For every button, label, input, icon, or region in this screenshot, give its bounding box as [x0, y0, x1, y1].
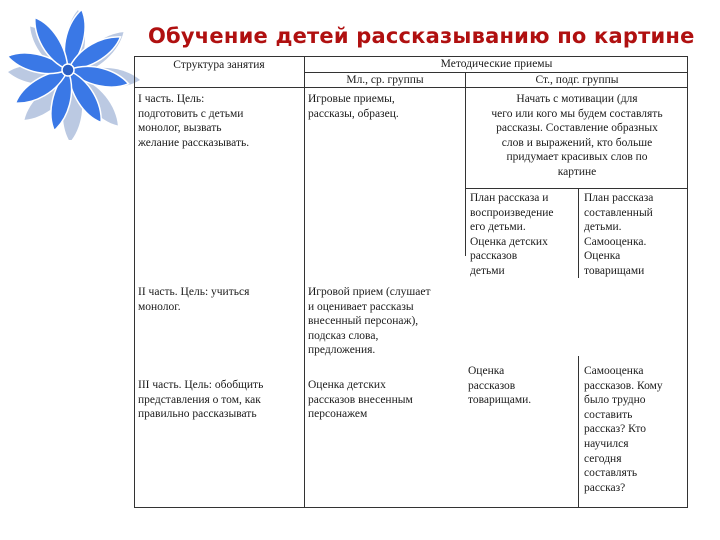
- table-border-bottom: [134, 507, 688, 508]
- part2-junior-methods: Игровой прием (слушает и оценивает рассказы внесенный персонаж), подсказ слова, предложения.: [308, 286, 431, 357]
- column-divider-structure: [304, 56, 305, 508]
- senior-subcolumn-divider-bottom: [578, 356, 579, 508]
- senior-subcolumn-divider-top: [578, 188, 579, 278]
- header-junior-groups: Мл., ср. группы: [346, 74, 424, 86]
- senior-split-divider: [466, 188, 688, 189]
- methods-table: [134, 56, 688, 508]
- part3-senior-right: Самооценка рассказов. Кому было трудно составить рассказ? Кто научился сегодня составлять рассказ?: [584, 365, 663, 494]
- part1-structure: I часть. Цель: подготовить с детьми монолог, вызвать желание рассказывать.: [138, 93, 250, 149]
- header-structure: Структура занятия: [173, 59, 265, 71]
- page-title: Обучение детей рассказыванию по картине: [148, 24, 695, 48]
- header-methods: Методические приемы: [440, 58, 553, 70]
- header-senior-groups: Ст., подг. группы: [535, 74, 619, 86]
- part3-junior-methods: Оценка детских рассказов внесенным персонажем: [308, 379, 413, 421]
- blue-flower-icon: [0, 0, 140, 140]
- part1-junior-methods: Игровые приемы, рассказы, образец.: [308, 93, 399, 120]
- part1-senior-right: План рассказа составленный детьми. Самооценка. Оценка товарищами: [584, 192, 654, 277]
- part1-senior-methods: Начать с мотивации (для чего или кого мы будем составлять рассказы. Составление образных слов и выражений, кто больше придумает красивых слов по картине: [491, 93, 663, 178]
- part3-structure: III часть. Цель: обобщить представления о том, как правильно рассказывать: [138, 379, 264, 421]
- part3-senior-left: Оценка рассказов товарищами.: [468, 365, 532, 407]
- part2-structure: II часть. Цель: учиться монолог.: [138, 286, 250, 313]
- table-border-left: [134, 56, 135, 508]
- part1-senior-left: План рассказа и воспроизведение его детьми. Оценка детских рассказов детьми: [470, 192, 554, 277]
